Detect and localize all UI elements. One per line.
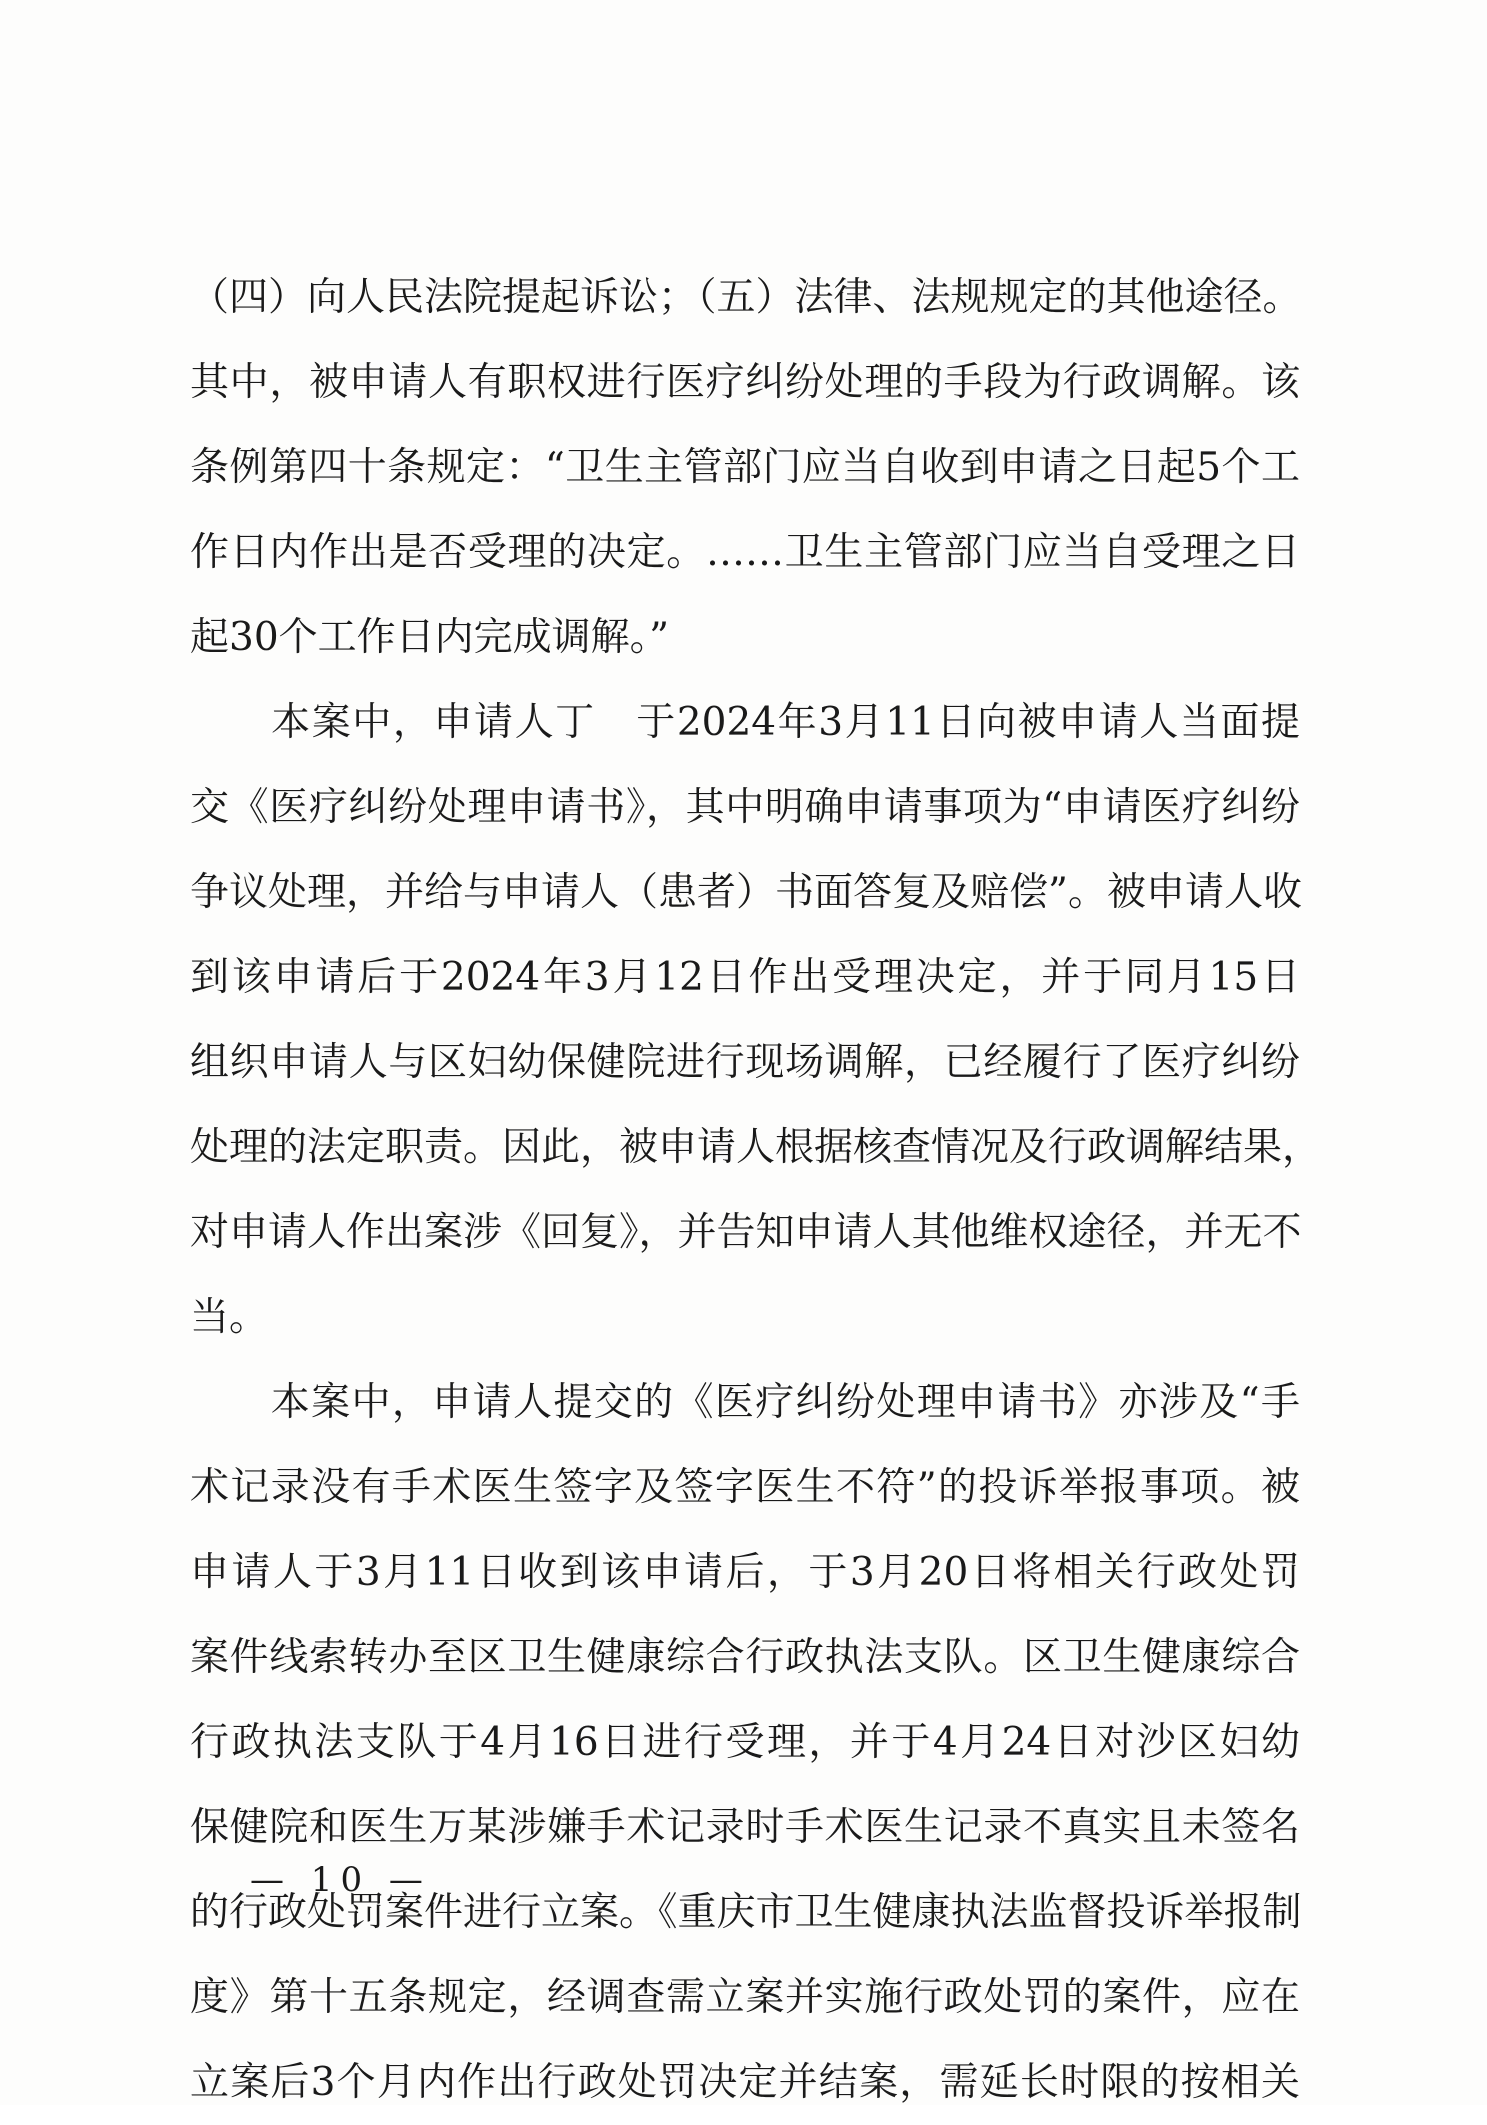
- text-line: 对申请人作出案涉《回复》，并告知申请人其他维权途径，并无不: [190, 1210, 1302, 1255]
- text-line: 条例第四十条规定：“卫生主管部门应当自收到申请之日起5个工: [190, 445, 1300, 490]
- text-line: 当。: [190, 1295, 269, 1340]
- text-line: 到该申请后于2024年3月12日作出受理决定，并于同月15日: [190, 955, 1300, 1000]
- document-body: [190, 255, 1322, 2125]
- text-line: 立案后3个月内作出行政处罚决定并结案，需延长时限的按相关: [190, 2060, 1300, 2105]
- text-line: （四）向人民法院提起诉讼；（五）法律、法规规定的其他途径。: [190, 275, 1302, 320]
- text-line: 本案中，申请人提交的《医疗纠纷处理申请书》亦涉及“手: [190, 1380, 1300, 1425]
- text-line: 案件线索转办至区卫生健康综合行政执法支队。区卫生健康综合: [190, 1635, 1300, 1680]
- text-line: 其中，被申请人有职权进行医疗纠纷处理的手段为行政调解。该: [190, 360, 1300, 405]
- text-line: 本案中，申请人丁 于2024年3月11日向被申请人当面提: [190, 700, 1300, 745]
- text-line: 保健院和医生万某涉嫌手术记录时手术医生记录不真实且未签名: [190, 1805, 1300, 1850]
- text-line: 度》第十五条规定，经调查需立案并实施行政处罚的案件，应在: [190, 1975, 1300, 2020]
- page-number: — 10 —: [250, 1860, 431, 1900]
- text-line: 术记录没有手术医生签字及签字医生不符”的投诉举报事项。被: [190, 1465, 1300, 1510]
- text-line: 起30个工作日内完成调解。”: [190, 615, 670, 660]
- text-line: 行政执法支队于4月16日进行受理，并于4月24日对沙区妇幼: [190, 1720, 1300, 1765]
- text-line: 作日内作出是否受理的决定。……卫生主管部门应当自受理之日: [190, 530, 1300, 575]
- paragraph-3: [190, 1360, 1300, 2125]
- text-line: 组织申请人与区妇幼保健院进行现场调解，已经履行了医疗纠纷: [190, 1040, 1300, 1085]
- text-line: 处理的法定职责。因此，被申请人根据核查情况及行政调解结果，: [190, 1125, 1322, 1170]
- text-line: 申请人于3月11日收到该申请后，于3月20日将相关行政处罚: [190, 1550, 1300, 1595]
- text-line: 交《医疗纠纷处理申请书》，其中明确申请事项为“申请医疗纠纷: [190, 785, 1300, 830]
- paragraph-1: [190, 255, 1300, 680]
- paragraph-2: [190, 680, 1322, 1360]
- text-line: 的行政处罚案件进行立案。《重庆市卫生健康执法监督投诉举报制: [190, 1890, 1302, 1935]
- text-line: 争议处理，并给与申请人（患者）书面答复及赔偿”。被申请人收: [190, 870, 1302, 915]
